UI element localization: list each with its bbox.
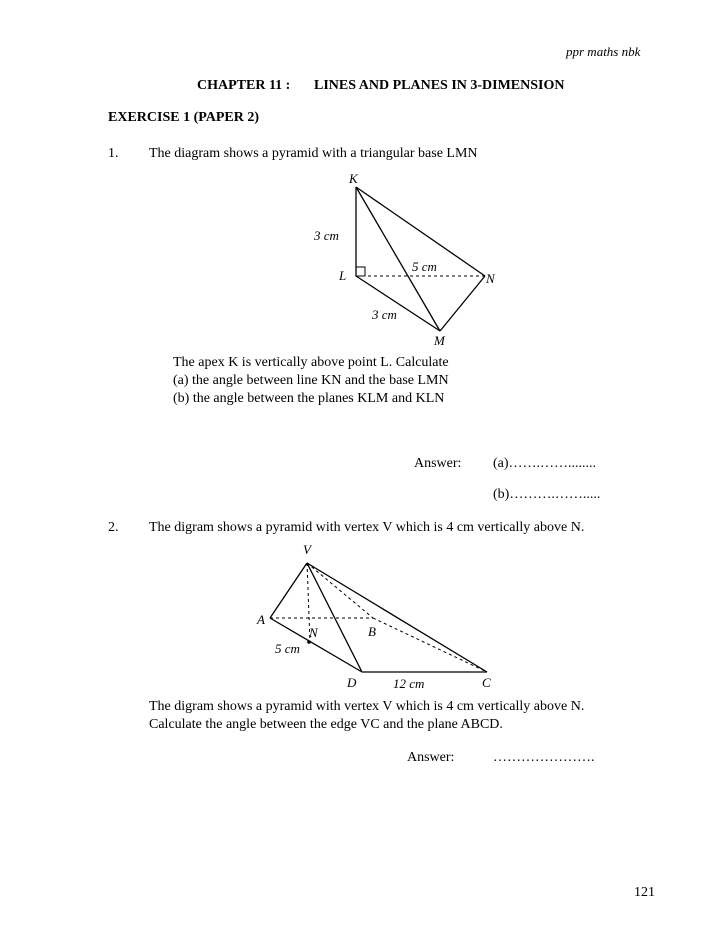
- label-n2: N: [309, 625, 318, 640]
- label-k: K: [349, 171, 358, 186]
- label-an-length: 5 cm: [275, 641, 300, 656]
- q2-answer-blank: ………………….: [493, 750, 595, 765]
- label-dc-length: 12 cm: [393, 676, 425, 691]
- label-kl-length: 3 cm: [314, 228, 339, 243]
- chapter-number: CHAPTER 11 :: [197, 78, 291, 93]
- label-v: V: [303, 542, 311, 557]
- q1-number: 1.: [108, 146, 119, 161]
- q1-answer-b: (b)……….…….....: [493, 487, 601, 502]
- label-b: B: [368, 624, 376, 639]
- q1-answer-label: Answer:: [414, 456, 462, 471]
- label-lm-length: 3 cm: [372, 307, 397, 322]
- q2-line-2: Calculate the angle between the edge VC and the plane ABCD.: [149, 717, 503, 732]
- label-m: M: [434, 333, 445, 348]
- label-c: C: [482, 675, 491, 690]
- edge-lm: [356, 276, 440, 331]
- exercise-title: EXERCISE 1 (PAPER 2): [108, 110, 260, 125]
- q1-answer-a: (a)…….……........: [493, 456, 597, 471]
- q1-line-1: The apex K is vertically above point L. Calculate: [173, 355, 449, 370]
- q2-answer-label: Answer:: [407, 750, 455, 765]
- edge-va: [270, 563, 307, 618]
- q2-intro: The digram shows a pyramid with vertex V which is 4 cm vertically above N.: [149, 520, 585, 535]
- label-d: D: [347, 675, 357, 690]
- q1-line-3: (b) the angle between the planes KLM and KLN: [173, 391, 445, 406]
- q2-number: 2.: [108, 520, 119, 535]
- q2-line-1: The digram shows a pyramid with vertex V which is 4 cm vertically above N.: [149, 699, 585, 714]
- edge-bc-hidden: [373, 618, 487, 672]
- edge-mn: [440, 276, 485, 331]
- edge-vb-hidden: [307, 563, 373, 618]
- label-a: A: [257, 612, 265, 627]
- chapter-title: LINES AND PLANES IN 3-DIMENSION: [314, 78, 565, 93]
- right-angle-marker: [356, 267, 365, 276]
- label-n: N: [486, 271, 495, 286]
- label-ln-length: 5 cm: [412, 259, 437, 274]
- q1-intro: The diagram shows a pyramid with a triangular base LMN: [149, 146, 478, 161]
- q1-line-2: (a) the angle between line KN and the base LMN: [173, 373, 449, 388]
- page-number: 121: [634, 885, 655, 900]
- label-l: L: [339, 268, 347, 283]
- header-tag: ppr maths nbk: [566, 44, 641, 59]
